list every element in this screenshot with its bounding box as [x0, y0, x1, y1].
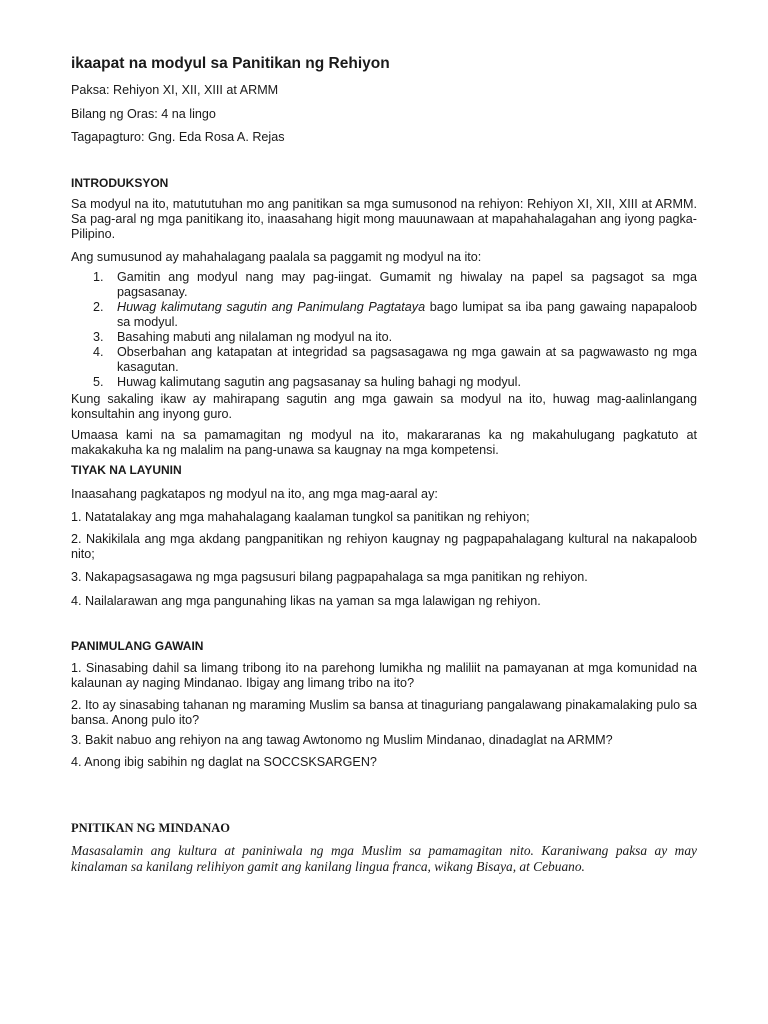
heading-pnitikan-ng-mindanao: PNITIKAN NG MINDANAO: [71, 821, 231, 835]
list-item-text: Obserbahan ang katapatan at integridad sa pagsasagawa ng mga gawain at sa pagwawasto ng mga kasagutan.: [117, 345, 697, 374]
list-item: [71, 375, 697, 390]
list-item: [71, 345, 697, 375]
meta-paksa: Paksa: Rehiyon XI, XII, XIII at ARMM: [71, 83, 279, 97]
list-item: [71, 300, 697, 330]
meta-bilang-ng-oras: Bilang ng Oras: 4 na lingo: [71, 107, 216, 121]
gawain-item-1: 1. Sinasabing dahil sa limang tribong ito na parehong lumikha ng maliliit na pamayanan at mga komunidad na kalaunan ay naging Mindanao. Ibigay ang limang tribo na ito?: [71, 661, 697, 690]
list-item-text: bago lumipat sa iba pang gawaing napapaloob sa modyul.: [117, 300, 697, 329]
list-item-text: Huwag kalimutang sagutin ang pagsasanay sa huling bahagi ng modyul.: [117, 375, 521, 389]
gawain-item-4: 4. Anong ibig sabihin ng daglat na SOCCSKSARGEN?: [71, 755, 377, 769]
layunin-item-2: 2. Nakikilala ang mga akdang pangpanitikan ng rehiyon kaugnay ng pagpapahalagang kultural na nakapaloob nito;: [71, 532, 697, 561]
list-item-text: Basahing mabuti ang nilalaman ng modyul na ito.: [117, 330, 393, 344]
gawain-item-2: 2. Ito ay sinasabing tahanan ng maraming Muslim sa bansa at tinaguriang pangalawang pinakamalaking pulo sa bansa. Anong pulo ito?: [71, 698, 697, 727]
gawain-item-3: 3. Bakit nabuo ang rehiyon na ang tawag Awtonomo ng Muslim Mindanao, dinadaglat na ARMM?: [71, 733, 613, 747]
list-item-number: 1.: [93, 270, 104, 284]
intro-paragraph: Sa modyul na ito, matututuhan mo ang panitikan sa mga sumusonod na rehiyon: Rehiyon XI, XII, XIII at ARMM. Sa pag-aral ng mga panitikang ito, inaasahang higit mong mauunawaan at mapahahalagahan ang iyong pagka-Pilipino.: [71, 197, 697, 241]
list-item-italic-text: Huwag kalimutang sagutin ang Panimulang Pagtataya: [117, 300, 426, 314]
panitikan-paragraph: Masasalamin ang kultura at paniniwala ng mga Muslim sa pamamagitan nito. Karaniwang paksa ay may kinalaman sa kanilang relihiyon gamit ang kanilang lingua franca, wikang Bisaya, at Cebuano.: [71, 843, 697, 874]
layunin-item-3: 3. Nakapagsasagawa ng mga pagsusuri bilang pagpapahalaga sa mga panitikan ng rehiyon.: [71, 570, 588, 584]
list-item-number: 5.: [93, 375, 104, 389]
heading-panimulang-gawain: PANIMULANG GAWAIN: [71, 639, 204, 653]
umaasa-paragraph: Umaasa kami na sa pamamagitan ng modyul na ito, makararanas ka ng makahulugang pagkatuto at makakakuha ka ng malalim na pang-unawa sa kaugnay na mga kompetensi.: [71, 428, 697, 457]
heading-tiyak-na-layunin: TIYAK NA LAYUNIN: [71, 463, 182, 477]
module-title: ikaapat na modyul sa Panitikan ng Rehiyon: [71, 55, 390, 72]
meta-tagapagturo: Tagapagturo: Gng. Eda Rosa A. Rejas: [71, 130, 285, 144]
list-item-number: 3.: [93, 330, 104, 344]
layunin-item-4: 4. Nailalarawan ang mga pangunahing likas na yaman sa mga lalawigan ng rehiyon.: [71, 594, 541, 608]
list-item: [71, 270, 697, 300]
reminders-list: [71, 270, 697, 390]
list-item: [71, 330, 697, 345]
layunin-item-1: 1. Natatalakay ang mga mahahalagang kaalaman tungkol sa panitikan ng rehiyon;: [71, 510, 530, 524]
list-item-number: 4.: [93, 345, 104, 359]
list-item-number: 2.: [93, 300, 104, 314]
list-item-text: Gamitin ang modyul nang may pag-iingat. Gumamit ng hiwalay na papel sa pagsagot sa mga pagsasanay.: [117, 270, 697, 299]
guro-paragraph: Kung sakaling ikaw ay mahirapang sagutin ang mga gawain sa modyul na ito, huwag mag-aalinlangang konsultahin ang inyong guro.: [71, 392, 697, 421]
heading-introduksyon: INTRODUKSYON: [71, 176, 169, 190]
reminders-intro: Ang sumusunod ay mahahalagang paalala sa paggamit ng modyul na ito:: [71, 250, 482, 264]
layunin-intro: Inaasahang pagkatapos ng modyul na ito, ang mga mag-aaral ay:: [71, 487, 438, 501]
